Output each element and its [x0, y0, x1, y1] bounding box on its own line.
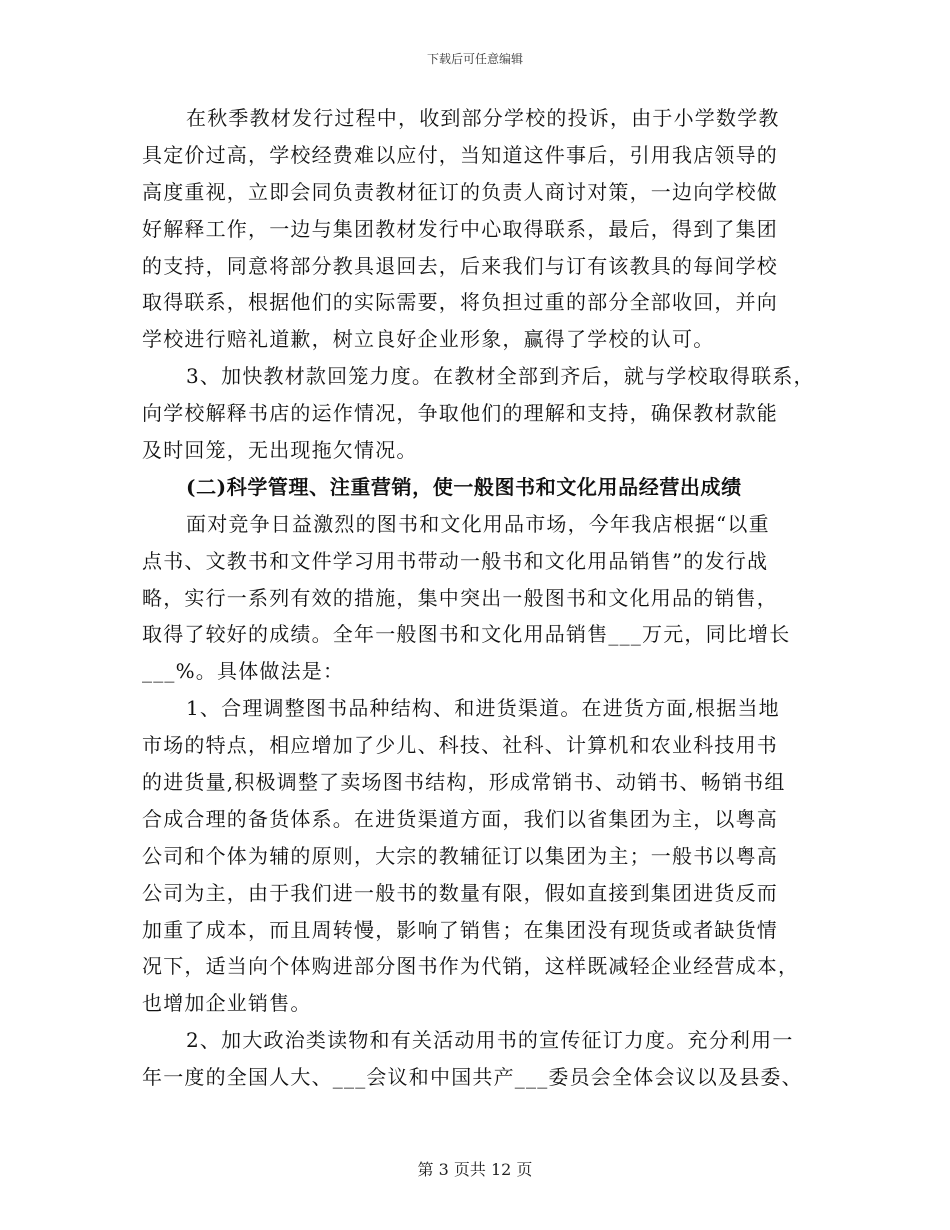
- paragraph-line: 的进货量,积极调整了卖场图书结构，形成常销书、动销书、畅销书组: [142, 770, 786, 795]
- paragraph-line: 公司为主，由于我们进一般书的数量有限，假如直接到集团进货反而: [142, 880, 778, 905]
- paragraph-line: 2、加大政治类读物和有关活动用书的宣传征订力度。充分利用一: [186, 1028, 794, 1053]
- paragraph-line: 在秋季教材发行过程中，收到部分学校的投诉，由于小学数学教: [186, 106, 780, 130]
- page-header: 下载后可任意编辑: [426, 52, 523, 66]
- paragraph-line: 具定价过高，学校经费难以应付，当知道这件事后，引用我店领导的: [142, 142, 778, 167]
- section-heading: (二)科学管理、注重营销，使一般图书和文化用品经营出成绩: [186, 474, 742, 499]
- paragraph-line: 加重了成本，而且周转慢，影响了销售；在集团没有现货或者缺货情: [142, 917, 778, 942]
- paragraph-line: 也增加企业销售。: [142, 991, 312, 1016]
- paragraph-line: 略，实行一系列有效的措施，集中突出一般图书和文化用品的销售，: [142, 585, 778, 610]
- paragraph-line: 向学校解释书店的运作情况，争取他们的理解和支持，确保教材款能: [142, 401, 778, 426]
- paragraph-line: 年一度的全国人大、___会议和中国共产___委员会全体会议以及县委、: [142, 1065, 803, 1090]
- document-body: [142, 100, 822, 1096]
- paragraph-line: 好解释工作，一边与集团教材发行中心取得联系，最后，得到了集团: [142, 216, 778, 241]
- paragraph-line: 3、加快教材款回笼力度。在教材全部到齐后，就与学校取得联系，: [186, 364, 815, 389]
- page-footer: 第 3 页共 12 页: [417, 1160, 533, 1179]
- paragraph-line: 合成合理的备货体系。在进货渠道方面，我们以省集团为主，以粤高: [142, 806, 778, 831]
- paragraph-line: 及时回笼，无出现拖欠情况。: [142, 438, 418, 463]
- paragraph-line: 市场的特点，相应增加了少儿、科技、社科、计算机和农业科技用书: [142, 733, 778, 758]
- paragraph-line: 1、合理调整图书品种结构、和进货渠道。在进货方面,根据当地: [186, 696, 780, 721]
- paragraph-line: 点书、文教书和文件学习用书带动一般书和文化用品销售”的发行战: [142, 548, 769, 573]
- paragraph-line: 高度重视，立即会同负责教材征订的负责人商讨对策，一边向学校做: [142, 179, 778, 204]
- paragraph-line: ___%。具体做法是：: [142, 659, 345, 684]
- paragraph-line: 取得联系，根据他们的实际需要，将负担过重的部分全部收回，并向: [142, 290, 778, 315]
- paragraph-line: 学校进行赔礼道歉，树立良好企业形象，赢得了学校的认可。: [142, 327, 715, 352]
- paragraph-line: 取得了较好的成绩。全年一般图书和文化用品销售___万元，同比增长: [142, 622, 791, 647]
- paragraph-line: 的支持，同意将部分教具退回去，后来我们与订有该教具的每间学校: [142, 253, 778, 278]
- paragraph-line: 况下，适当向个体购进部分图书作为代销，这样既减轻企业经营成本，: [142, 954, 800, 979]
- paragraph-line: 面对竞争日益激烈的图书和文化用品市场，今年我店根据“以重: [186, 511, 770, 536]
- paragraph-line: 公司和个体为辅的原则，大宗的教辅征订以集团为主；一般书以粤高: [142, 843, 778, 868]
